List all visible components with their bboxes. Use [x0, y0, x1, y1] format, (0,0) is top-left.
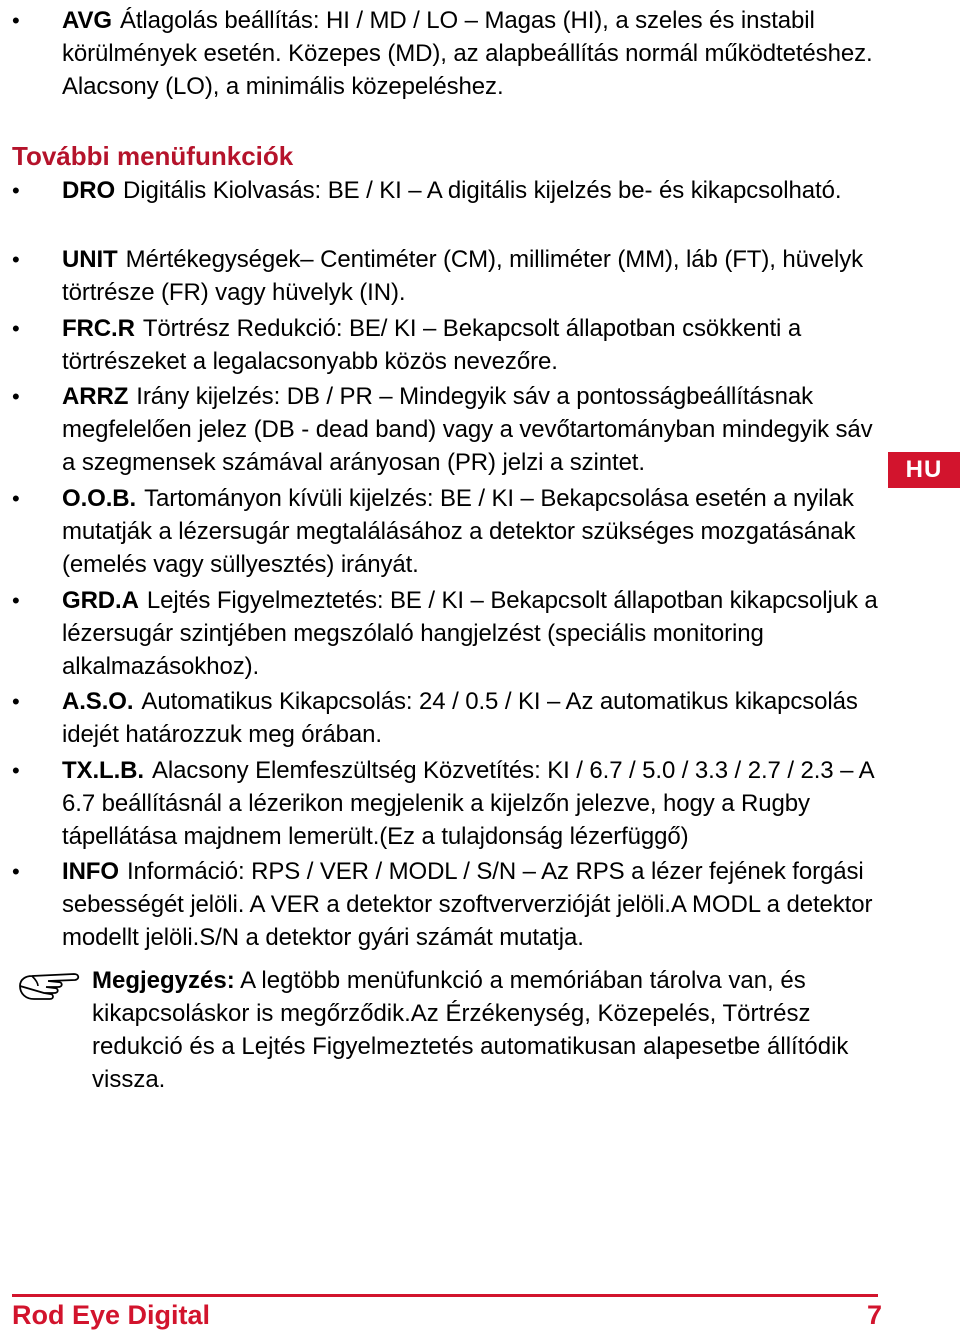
list-item-text: [62, 855, 882, 954]
bullet: •: [12, 316, 20, 341]
item-term: GRD.A: [62, 587, 139, 614]
item-description: Információ: RPS / VER / MODL / S/N – Az RPS a lézer fejének forgási sebességét jelöli. A VER a detektor szoftververzióját jelöli.A MODL a detektor modellt jelöli.S/N a detektor gyári számát mutatja.: [62, 858, 873, 951]
item-description: Tartományon kívüli kijelzés: BE / KI – Bekapcsolása esetén a nyilak mutatják a lézersugár megtalálásához a detektor szükséges mozgatásának (emelés vagy süllyesztés) irányát.: [62, 485, 856, 578]
item-description: Lejtés Figyelmeztetés: BE / KI – Bekapcsolt állapotban kikapcsoljuk a lézersugár szintjében megszólaló hangjelzést (speciális monitoring alkalmazásokhoz).: [62, 587, 878, 680]
item-term: A.S.O.: [62, 688, 134, 715]
bullet: •: [12, 384, 20, 409]
item-term: TX.L.B.: [62, 757, 144, 784]
bullet: •: [12, 486, 20, 511]
item-description: Átlagolás beállítás: HI / MD / LO – Magas (HI), a szeles és instabil körülmények esetén. Közepes (MD), az alapbeállítás normál működtetéshez. Alacsony (LO), a minimális közepeléshez.: [62, 7, 873, 100]
list-item-text: [62, 482, 882, 581]
page-number: 7: [866, 1300, 882, 1330]
bullet: •: [12, 178, 20, 203]
list-item-text: [62, 174, 882, 207]
item-description: Digitális Kiolvasás: BE / KI – A digitális kijelzés be- és kikapcsolható.: [123, 177, 842, 204]
list-item-text: [62, 380, 882, 479]
list-item-text: [62, 312, 882, 378]
item-term: INFO: [62, 858, 119, 885]
item-description: Mértékegységek– Centiméter (CM), milliméter (MM), láb (FT), hüvelyk törtrésze (FR) vagy hüvelyk (IN).: [62, 246, 864, 306]
item-term: ARRZ: [62, 383, 129, 410]
note-text: [92, 964, 892, 1096]
item-description: Irány kijelzés: DB / PR – Mindegyik sáv a pontosságbeállításnak megfelelően jelez (DB - dead band) vagy a vevőtartományban mindegyik sáv a szegmensek számával arányosan (PR) jelzi a szintet.: [62, 383, 873, 476]
note-label: Megjegyzés:: [92, 967, 235, 994]
bullet: •: [12, 758, 20, 783]
bullet: •: [12, 689, 20, 714]
bullet: •: [12, 8, 20, 33]
footer-divider: [12, 1294, 878, 1297]
note-body: A legtöbb menüfunkció a memóriában tárolva van, és kikapcsoláskor is megőrződik.Az Érzékenység, Közepelés, Törtrész redukció és a Lejtés Figyelmeztetés automatikusan alapesetbe állítódik vissza.: [92, 967, 849, 1093]
item-description: Alacsony Elemfeszültség Közvetítés: KI / 6.7 / 5.0 / 3.3 / 2.7 / 2.3 – A 6.7 beállításnál a lézerikon megjelenik a kijelzőn jelezve, hogy a Rugby tápellátása majdnem lemerült.(Ez a tulajdonság lézerfüggő): [62, 757, 874, 850]
item-term: AVG: [62, 7, 112, 34]
bullet: •: [12, 588, 20, 613]
list-item-text: [62, 685, 882, 751]
section-heading: További menüfunkciók: [12, 141, 294, 171]
item-description: Automatikus Kikapcsolás: 24 / 0.5 / KI – Az automatikus kikapcsolás idejét határozzuk meg órában.: [62, 688, 858, 748]
bullet: •: [12, 859, 20, 884]
pointing-hand-icon: [18, 968, 82, 1002]
item-term: O.O.B.: [62, 485, 137, 512]
footer-title: Rod Eye Digital: [12, 1300, 211, 1330]
list-item-text: [62, 754, 882, 853]
item-term: FRC.R: [62, 315, 135, 342]
item-term: UNIT: [62, 246, 118, 273]
bullet: •: [12, 247, 20, 272]
list-item-text: [62, 584, 882, 683]
language-tab: HU: [888, 452, 960, 488]
item-description: Törtrész Redukció: BE/ KI – Bekapcsolt állapotban csökkenti a törtrészeket a legalacsonyabb közös nevezőre.: [62, 315, 802, 375]
item-term: DRO: [62, 177, 116, 204]
list-item-text: [62, 243, 882, 309]
list-item-text: [62, 4, 882, 103]
